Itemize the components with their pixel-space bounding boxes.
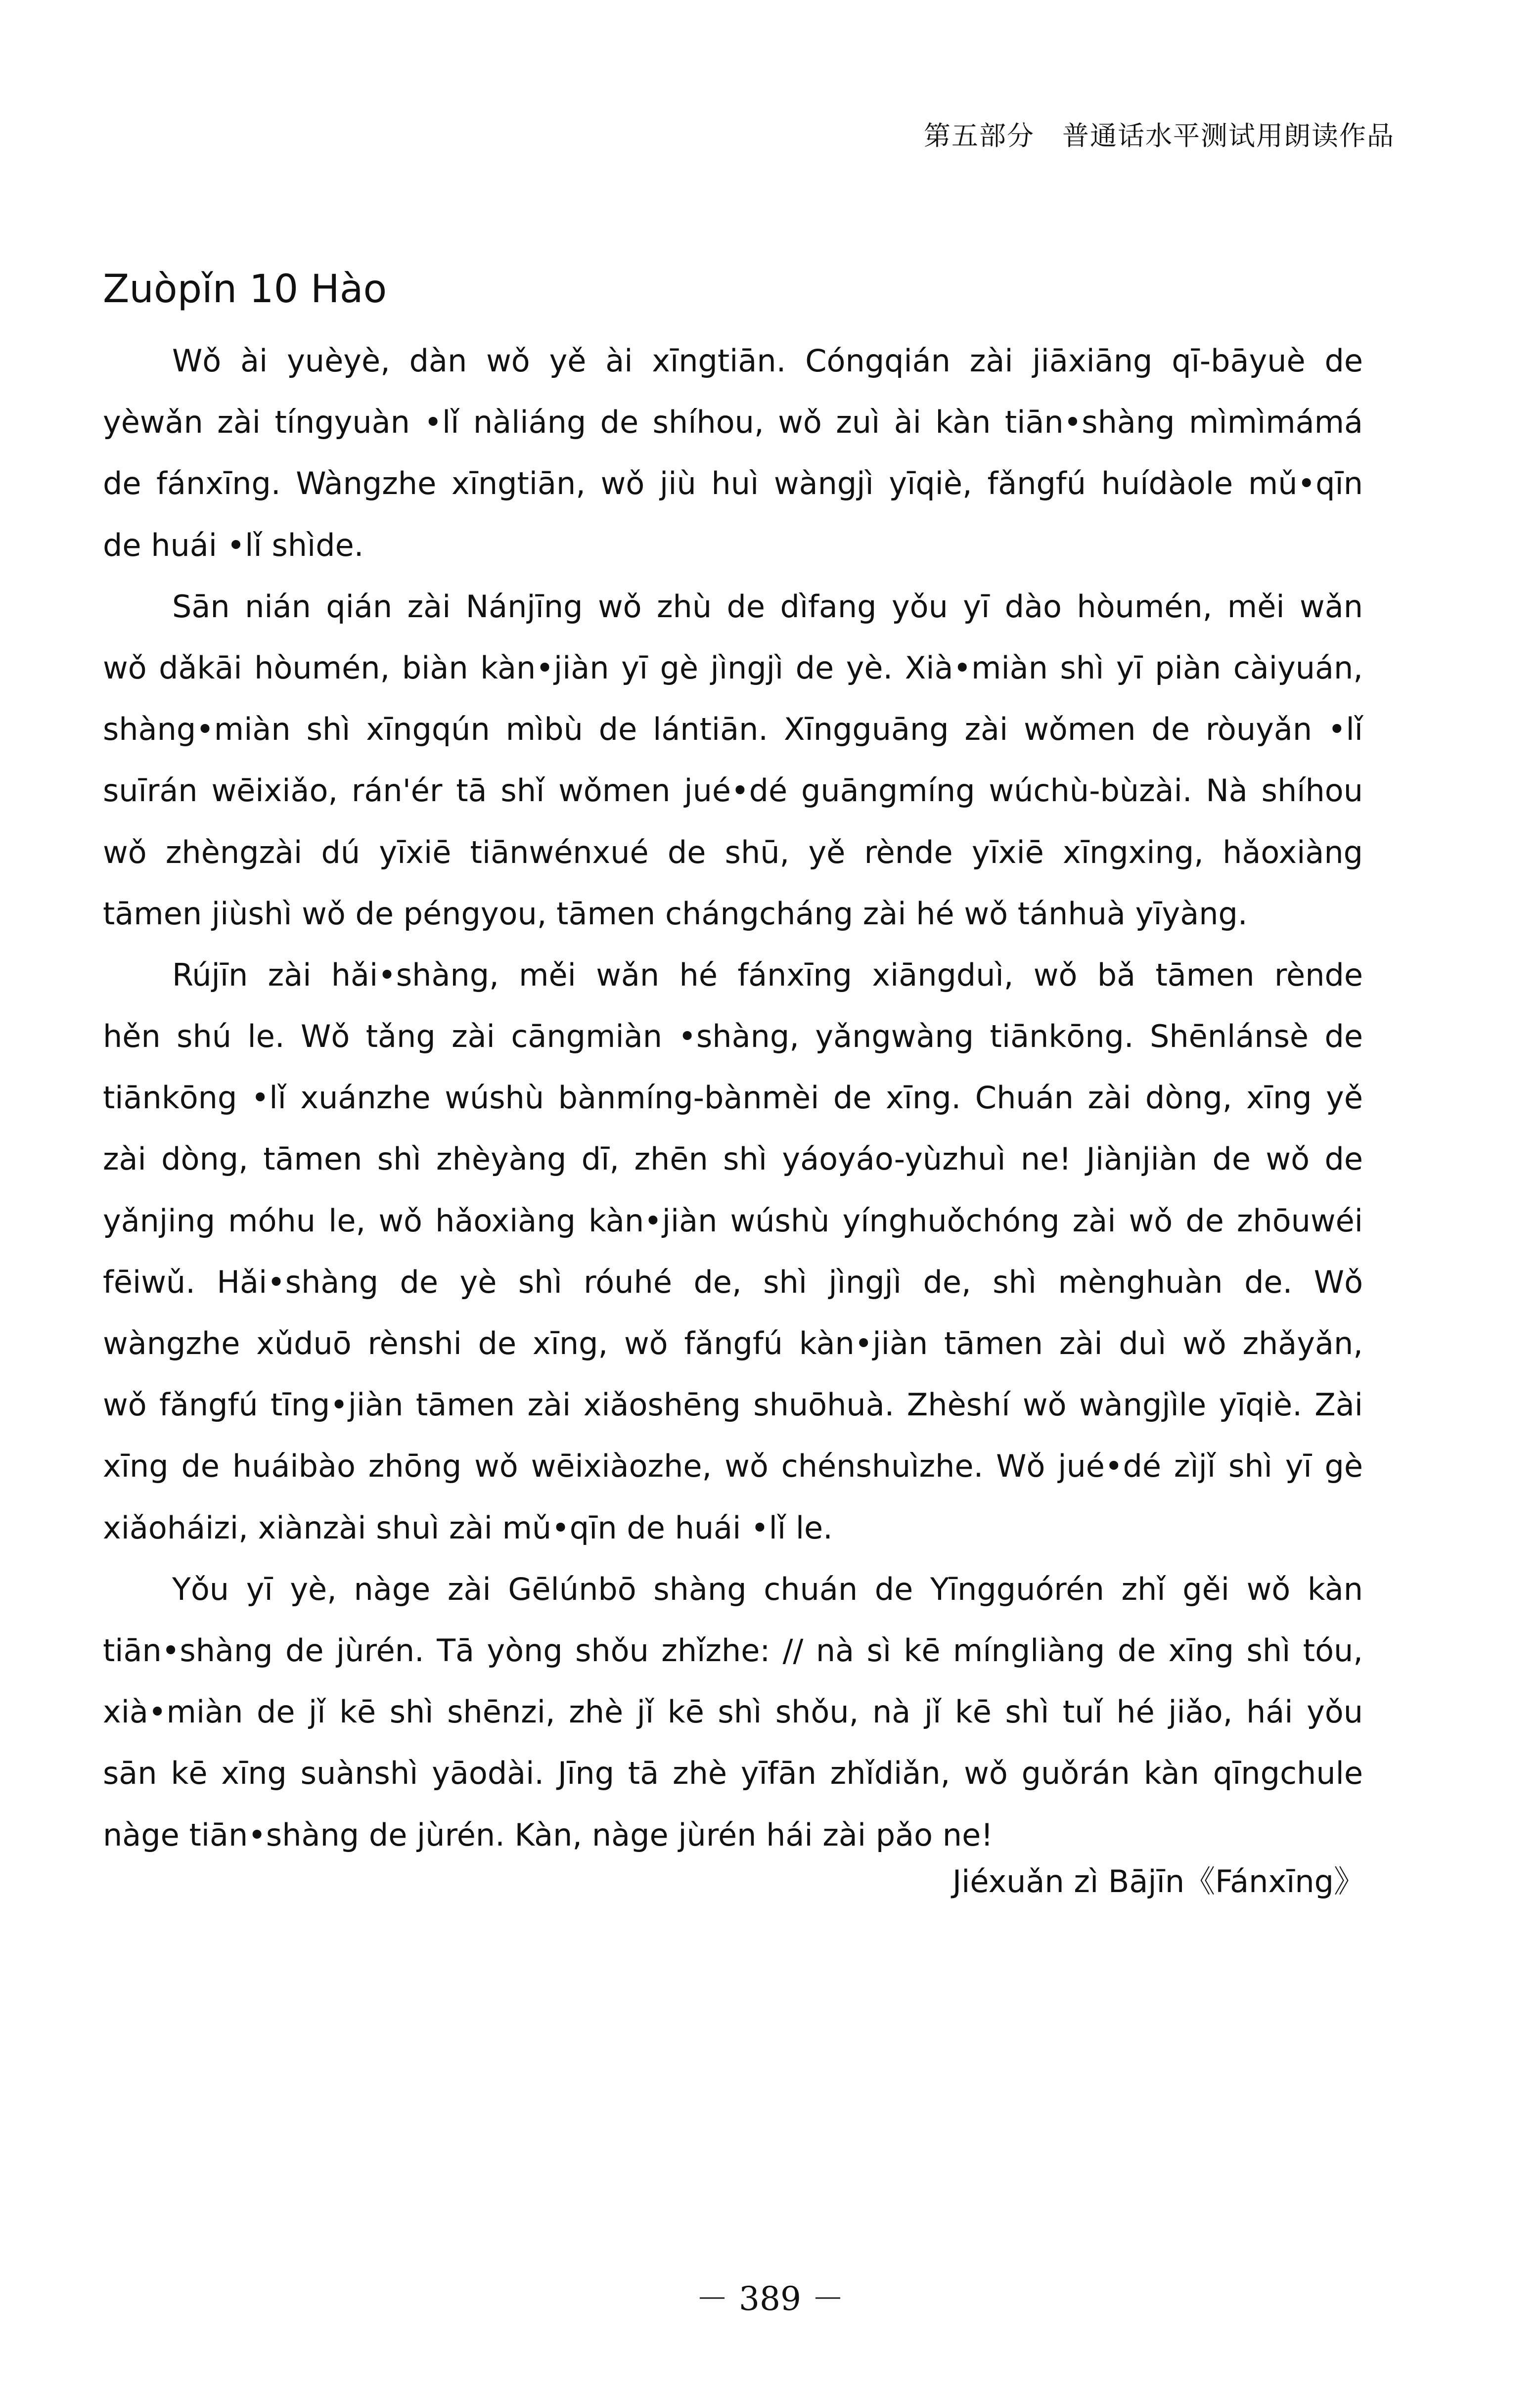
text-line: hěn shú le. Wǒ tǎng zài cāngmiàn •shàng, yǎngwàng tiānkōng. Shēnlánsè de xyxy=(103,1018,1363,1055)
text-line: Sān nián qián zài Nánjīng wǒ zhù de dìfang yǒu yī dào hòumén, měi wǎn xyxy=(172,588,1363,625)
text-line: sān kē xīng suànshì yāodài. Jīng tā zhè yīfān zhǐdiǎn, wǒ guǒrán kàn qīngchule xyxy=(103,1755,1363,1792)
text-line: Yǒu yī yè, nàge zài Gēlúnbō shàng chuán de Yīngguórén zhǐ gěi wǒ kàn xyxy=(172,1571,1363,1607)
paragraph xyxy=(103,945,1363,1559)
source-attribution: Jiéxuǎn zì Bājīn《Fánxīng》 xyxy=(952,1863,1364,1900)
running-header: 第五部分 普通话水平测试用朗读作品 xyxy=(924,120,1395,151)
text-line: tiānkōng •lǐ xuánzhe wúshù bànmíng-bànmèi de xīng. Chuán zài dòng, xīng yě xyxy=(103,1080,1363,1116)
text-line: wǒ zhèngzài dú yīxiē tiānwénxué de shū, yě rènde yīxiē xīngxing, hǎoxiàng xyxy=(103,834,1363,870)
text-line: tiān•shàng de jùrén. Tā yòng shǒu zhǐzhe: // nà sì kē míngliàng de xīng shì tóu, xyxy=(103,1632,1363,1669)
paragraph xyxy=(103,1559,1363,1866)
text-line: shàng•miàn shì xīngqún mìbù de lántiān. Xīngguāng zài wǒmen de ròuyǎn •lǐ xyxy=(103,711,1363,748)
text-line: xià•miàn de jǐ kē shì shēnzi, zhè jǐ kē shì shǒu, nà jǐ kē shì tuǐ hé jiǎo, hái yǒu xyxy=(103,1694,1363,1730)
paragraph xyxy=(103,330,1363,576)
text-line: fēiwǔ. Hǎi•shàng de yè shì róuhé de, shì jìngjì de, shì mènghuàn de. Wǒ xyxy=(103,1264,1363,1300)
text-line: Rújīn zài hǎi•shàng, měi wǎn hé fánxīng xiāngduì, wǒ bǎ tāmen rènde xyxy=(172,956,1363,993)
text-line: wàngzhe xǔduō rènshi de xīng, wǒ fǎngfú kàn•jiàn tāmen zài duì wǒ zhǎyǎn, xyxy=(103,1325,1363,1361)
text-line: yèwǎn zài tíngyuàn •lǐ nàliáng de shíhou, wǒ zuì ài kàn tiān•shàng mìmìmámá xyxy=(103,404,1363,441)
text-line: Wǒ ài yuèyè, dàn wǒ yě ài xīngtiān. Cóngqián zài jiāxiāng qī-bāyuè de xyxy=(172,343,1363,379)
text-line: de fánxīng. Wàngzhe xīngtiān, wǒ jiù huì wàngjì yīqiè, fǎngfú huídàole mǔ•qīn xyxy=(103,465,1363,502)
text-line: wǒ dǎkāi hòumén, biàn kàn•jiàn yī gè jìngjì de yè. Xià•miàn shì yī piàn càiyuán, xyxy=(103,649,1363,686)
text-line: xiǎoháizi, xiànzài shuì zài mǔ•qīn de huái •lǐ le. xyxy=(103,1509,833,1546)
paragraph xyxy=(103,576,1363,945)
article-body xyxy=(103,330,1363,1866)
text-line: tāmen jiùshì wǒ de péngyou, tāmen chángcháng zài hé wǒ tánhuà yīyàng. xyxy=(103,895,1248,932)
text-line: nàge tiān•shàng de jùrén. Kàn, nàge jùrén hái zài pǎo ne! xyxy=(103,1816,994,1853)
article-title: Zuòpǐn 10 Hào xyxy=(103,267,387,312)
page-number: － 389 － xyxy=(696,2280,844,2318)
text-line: suīrán wēixiǎo, rán'ér tā shǐ wǒmen jué•dé guāngmíng wúchù-bùzài. Nà shíhou xyxy=(103,772,1363,809)
text-line: wǒ fǎngfú tīng•jiàn tāmen zài xiǎoshēng shuōhuà. Zhèshí wǒ wàngjìle yīqiè. Zài xyxy=(103,1387,1363,1423)
text-line: xīng de huáibào zhōng wǒ wēixiàozhe, wǒ chénshuìzhe. Wǒ jué•dé zìjǐ shì yī gè xyxy=(103,1448,1363,1485)
text-line: yǎnjing móhu le, wǒ hǎoxiàng kàn•jiàn wúshù yínghuǒchóng zài wǒ de zhōuwéi xyxy=(103,1202,1363,1239)
text-line: de huái •lǐ shìde. xyxy=(103,527,364,563)
text-line: zài dòng, tāmen shì zhèyàng dī, zhēn shì yáoyáo-yùzhuì ne! Jiànjiàn de wǒ de xyxy=(103,1141,1363,1177)
